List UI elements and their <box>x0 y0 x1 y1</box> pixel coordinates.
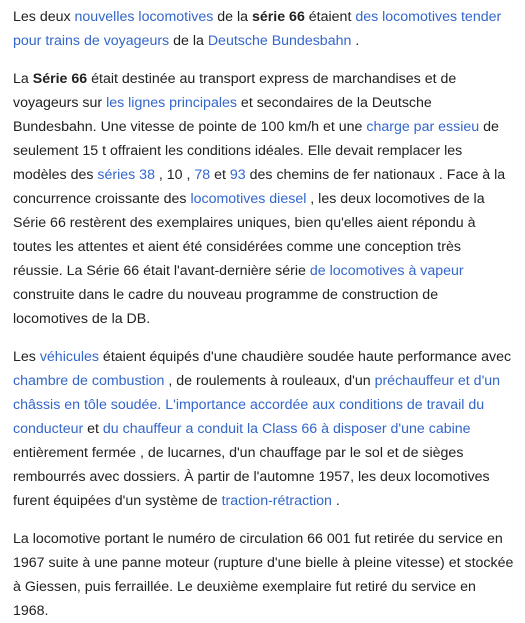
link-deutsche-bundesbahn[interactable]: Deutsche Bundesbahn <box>207 33 352 49</box>
text: , 10 , <box>154 167 195 183</box>
link-series-38[interactable]: séries 38 <box>97 167 155 183</box>
text: et secondaires de la Deutsche Bundesbahn. Une vitesse de pointe de 100 km/h et une <box>13 95 432 135</box>
link-chambre-de-combustion[interactable]: chambre de combustion <box>13 373 165 389</box>
text: était destinée au transport express de marchandises et de voyageurs sur <box>13 71 457 111</box>
link-locomotives-a-vapeur[interactable]: de locomotives à vapeur <box>309 263 464 279</box>
text: des chemins de fer nationaux . Face à la concurrence croissante des <box>13 167 506 207</box>
bold-term-serie-66: Série 66 <box>32 71 88 87</box>
link-93[interactable]: 93 <box>229 167 246 183</box>
link-lignes-principales[interactable]: les lignes principales <box>106 95 237 111</box>
text: Les deux <box>13 9 75 25</box>
text: et <box>210 167 230 183</box>
text: étaient équipés d'une chaudière soudée haute performance avec <box>98 349 512 365</box>
text: entièrement fermée , de lucarnes, d'un chauffage par le sol et de sièges rembourrés avec dossiers. À partir de l'automne 1957, les deux locomotives furent équipées d'un système de <box>13 445 490 509</box>
link-locomotives-diesel[interactable]: locomotives diesel <box>190 191 307 207</box>
text: de la <box>169 33 208 49</box>
text: , les deux locomotives de la Série 66 restèrent des exemplaires uniques, bien qu'elles aient répondu à toutes les attentes et aient été considérées comme une conception très réussie. La Série 66 était l'avant-dernière série <box>13 191 485 279</box>
text: La locomotive portant le numéro de circulation 66 001 fut retirée du service en 1967 suite à une panne moteur (rupture d'une bielle à pleine vitesse) et stockée à Giessen, puis ferraillée. Le deuxième exemplaire fut retiré du service en 1968. <box>13 531 514 619</box>
text: . <box>331 493 340 509</box>
text: de la <box>213 9 252 25</box>
text: et <box>83 421 103 437</box>
bold-term-serie-66: série 66 <box>251 9 305 25</box>
link-78[interactable]: 78 <box>194 167 211 183</box>
text: , de roulements à rouleaux, d'un <box>164 373 375 389</box>
link-chauffeur-cabine[interactable]: du chauffeur a conduit la Class 66 à disposer d'une cabine <box>102 421 471 437</box>
text: La <box>13 71 33 87</box>
paragraph-history <box>13 67 514 331</box>
text: étaient <box>304 9 356 25</box>
link-traction-retraction[interactable]: traction-rétraction <box>221 493 332 509</box>
text: . <box>351 33 360 49</box>
link-charge-par-essieu[interactable]: charge par essieu <box>366 119 480 135</box>
link-vehicules[interactable]: véhicules <box>39 349 99 365</box>
text: de seulement 15 t offraient les conditions idéales. Elle devait remplacer les modèles des <box>13 119 499 183</box>
paragraph-intro <box>13 5 514 53</box>
text: Les <box>13 349 40 365</box>
text: construite dans le cadre du nouveau programme de construction de locomotives de la DB. <box>13 287 439 327</box>
link-prechauffeur-chassis[interactable]: préchauffeur et d'un châssis en tôle soudée. L'importance accordée aux conditions de travail du conducteur <box>13 373 501 437</box>
link-locomotives-tender[interactable]: des locomotives tender pour trains de voyageurs <box>13 9 502 49</box>
link-nouvelles-locomotives[interactable]: nouvelles locomotives <box>74 9 214 25</box>
paragraph-retirement <box>13 527 514 623</box>
paragraph-equipment <box>13 345 514 513</box>
